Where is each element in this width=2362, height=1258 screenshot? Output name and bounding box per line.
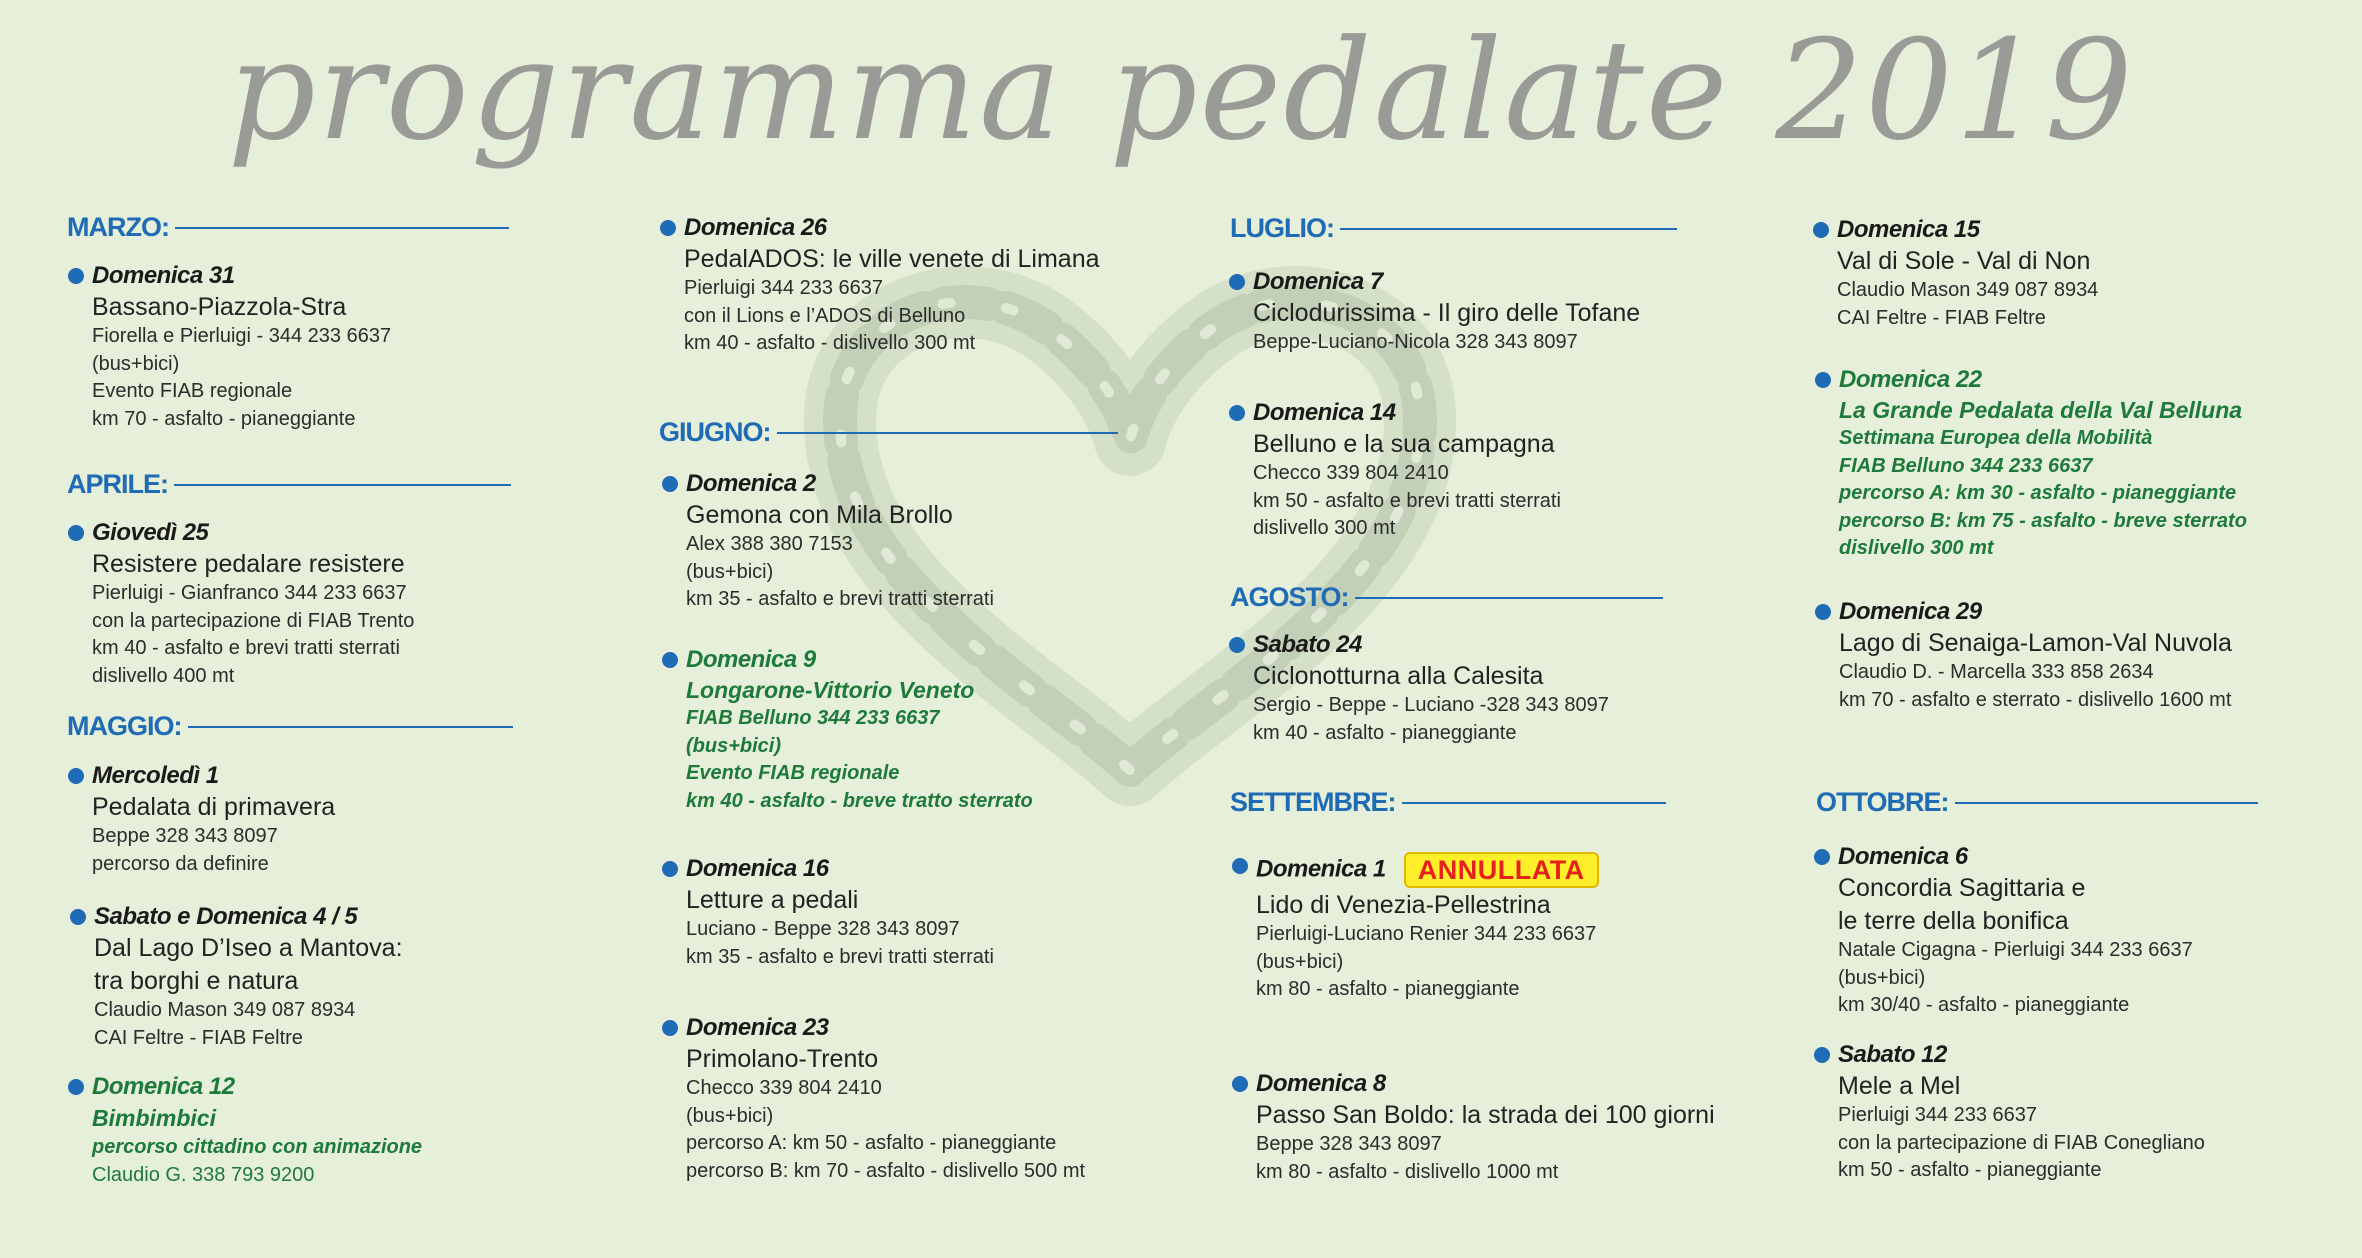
event-title: le terre della bonifica	[1838, 907, 2069, 935]
event-title: Dal Lago D’Iseo a Mantova:	[94, 934, 403, 962]
event-aprile-25	[92, 519, 414, 690]
event-giugno-23	[686, 1014, 1085, 1185]
event-agosto-24	[1253, 631, 1609, 747]
month-label: MARZO:	[67, 212, 169, 242]
event-luglio-14	[1253, 399, 1561, 543]
event-day: Giovedì 25	[92, 519, 414, 547]
event-route: km 50 - asfalto - pianeggiante	[1838, 1159, 2102, 1181]
event-settembre-22	[1839, 366, 2247, 563]
event-contact: Sergio - Beppe - Luciano -328 343 8097	[1253, 694, 1609, 716]
divider	[175, 227, 509, 229]
event-title: Pedalata di primavera	[92, 793, 336, 821]
event-route: km 50 - asfalto e brevi tratti sterrati	[1253, 489, 1561, 512]
event-maggio-1	[92, 762, 335, 878]
divider	[1355, 597, 1663, 599]
event-note: (bus+bici)	[686, 560, 774, 583]
event-elevation: dislivello 300 mt	[1839, 537, 1994, 559]
month-label: OTTOBRE:	[1816, 787, 1949, 817]
event-day: Domenica 6	[1838, 843, 2193, 871]
month-header-maggio	[67, 711, 513, 742]
event-contact: Fiorella e Pierluigi - 344 233 6637	[92, 325, 392, 347]
event-route: km 80 - asfalto - pianeggiante	[1256, 978, 1520, 1000]
event-title: Ciclonotturna alla Calesita	[1253, 662, 1544, 690]
event-title: Belluno e la sua campagna	[1253, 430, 1555, 458]
event-day: Domenica 14	[1253, 399, 1561, 427]
event-route: percorso A: km 30 - asfalto - pianeggiante	[1839, 482, 2237, 504]
event-settembre-8	[1256, 1070, 1715, 1186]
event-title: Val di Sole - Val di Non	[1837, 247, 2091, 275]
event-note: (bus+bici)	[1838, 966, 1926, 989]
event-contact: Luciano - Beppe 328 343 8097	[686, 918, 960, 940]
month-header-luglio	[1230, 213, 1677, 244]
event-title: Bassano-Piazzola-Stra	[92, 293, 347, 321]
event-title: Ciclodurissima - Il giro delle Tofane	[1253, 299, 1641, 327]
event-title: Primolano-Trento	[686, 1045, 879, 1073]
event-note: Evento FIAB regionale	[92, 380, 293, 402]
event-title: La Grande Pedalata della Val Belluna	[1839, 397, 2243, 423]
event-contact: Natale Cigagna - Pierluigi 344 233 6637	[1838, 939, 2193, 961]
event-settembre-15	[1837, 216, 2098, 332]
event-route: km 35 - asfalto e brevi tratti sterrati	[686, 945, 994, 968]
event-day: Sabato 12	[1838, 1041, 2205, 1069]
event-maggio-12	[92, 1073, 422, 1189]
event-contact: Beppe-Luciano-Nicola 328 343 8097	[1253, 331, 1578, 353]
event-title: tra borghi e natura	[94, 967, 299, 995]
event-contact: Checco 339 804 2410	[686, 1077, 882, 1099]
month-label: SETTEMBRE:	[1230, 787, 1396, 817]
event-note: Settimana Europea della Mobilità	[1839, 427, 2153, 449]
event-note: con la partecipazione di FIAB Conegliano	[1838, 1131, 2205, 1154]
event-day: Mercoledì 1	[92, 762, 335, 790]
event-settembre-29	[1839, 598, 2232, 714]
event-note: con la partecipazione di FIAB Trento	[92, 609, 415, 632]
event-contact: FIAB Belluno 344 233 6637	[686, 707, 940, 729]
month-header-giugno	[659, 417, 1118, 448]
event-route: km 70 - asfalto e sterrato - dislivello 1600 mt	[1839, 688, 2232, 711]
event-day: Domenica 2	[686, 470, 994, 498]
month-label: AGOSTO:	[1230, 582, 1349, 612]
event-title: Gemona con Mila Brollo	[686, 501, 953, 529]
event-contact: Pierluigi 344 233 6637	[1838, 1104, 2038, 1126]
event-title: Bimbimbici	[92, 1105, 216, 1131]
event-route: km 40 - asfalto - breve tratto sterrato	[686, 789, 1033, 812]
event-contact: FIAB Belluno 344 233 6637	[1839, 454, 2093, 477]
event-elevation: dislivello 300 mt	[1253, 517, 1396, 539]
event-day: Domenica 26	[684, 214, 1100, 242]
event-contact: Claudio D. - Marcella 333 858 2634	[1839, 661, 2154, 683]
event-title: Lido di Venezia-Pellestrina	[1256, 891, 1551, 919]
page-title: programma pedalate 2019	[227, 10, 2135, 171]
event-day: Domenica 9	[686, 646, 1033, 674]
event-giugno-16	[686, 855, 994, 971]
event-day: Domenica 15	[1837, 216, 2098, 244]
month-header-aprile	[67, 469, 511, 500]
month-label: APRILE:	[67, 469, 168, 499]
divider	[1340, 228, 1677, 230]
event-contact: Pierluigi - Gianfranco 344 233 6637	[92, 582, 407, 604]
event-day: Domenica 31	[92, 262, 391, 290]
event-contact: Claudio Mason 349 087 8934	[1837, 279, 2099, 301]
month-label: MAGGIO:	[67, 711, 182, 741]
event-contact: Alex 388 380 7153	[686, 533, 853, 555]
month-header-ottobre	[1816, 787, 2258, 818]
event-note: con il Lions e l’ADOS di Belluno	[684, 304, 966, 327]
event-settembre-1	[1256, 852, 1599, 1004]
event-route: km 40 - asfalto - pianeggiante	[1253, 721, 1517, 744]
event-contact: Claudio Mason 349 087 8934	[94, 999, 356, 1021]
month-header-settembre	[1230, 787, 1666, 818]
event-maggio-26	[684, 214, 1100, 358]
event-luglio-7	[1253, 268, 1640, 357]
event-contact: Claudio G. 338 793 9200	[92, 1163, 315, 1186]
event-route: km 40 - asfalto e brevi tratti sterrati	[92, 637, 400, 659]
event-ottobre-6	[1838, 843, 2193, 1020]
event-route: percorso B: km 75 - asfalto - breve sterrato	[1839, 509, 2247, 532]
event-route: km 30/40 - asfalto - pianeggiante	[1838, 994, 2130, 1016]
month-header-marzo	[67, 212, 509, 243]
month-header-agosto	[1230, 582, 1663, 613]
event-title: Resistere pedalare resistere	[92, 550, 405, 578]
divider	[777, 432, 1119, 434]
event-note: CAI Feltre - FIAB Feltre	[1837, 306, 2046, 329]
event-day: Domenica 16	[686, 855, 994, 883]
event-day: Domenica 23	[686, 1014, 1085, 1042]
event-title: Lago di Senaiga-Lamon-Val Nuvola	[1839, 629, 2232, 657]
divider	[174, 484, 511, 486]
event-note: percorso da definire	[92, 852, 269, 875]
event-contact: Beppe 328 343 8097	[92, 825, 278, 847]
event-day: Domenica 29	[1839, 598, 2232, 626]
event-contact: Pierluigi 344 233 6637	[684, 277, 884, 299]
event-day: Sabato e Domenica 4 / 5	[94, 903, 403, 931]
event-day: Domenica 7	[1253, 268, 1640, 296]
event-contact: Beppe 328 343 8097	[1256, 1133, 1442, 1155]
event-title: Mele a Mel	[1838, 1072, 1961, 1100]
event-day: Domenica 22	[1839, 366, 2247, 394]
event-note: (bus+bici)	[92, 352, 180, 375]
event-route: percorso A: km 50 - asfalto - pianeggiante	[686, 1132, 1057, 1154]
month-label: GIUGNO:	[659, 417, 771, 447]
event-title: PedalADOS: le ville venete di Limana	[684, 245, 1100, 273]
event-title: Letture a pedali	[686, 886, 859, 914]
event-note: Evento FIAB regionale	[686, 762, 900, 784]
event-route: percorso B: km 70 - asfalto - dislivello 500 mt	[686, 1159, 1086, 1182]
event-note: percorso cittadino con animazione	[92, 1136, 423, 1158]
event-day: Domenica 12	[92, 1073, 422, 1101]
event-day: Sabato 24	[1253, 631, 1609, 659]
event-title: Passo San Boldo: la strada dei 100 giorni	[1256, 1101, 1715, 1129]
event-contact: Checco 339 804 2410	[1253, 462, 1449, 484]
event-day-label: Domenica 1	[1256, 855, 1386, 883]
divider	[188, 726, 514, 728]
cancelled-badge: ANNULLATA	[1404, 852, 1599, 888]
event-contact: Pierluigi-Luciano Renier 344 233 6637	[1256, 923, 1597, 945]
event-day: Domenica 8	[1256, 1070, 1715, 1098]
event-route: km 70 - asfalto - pianeggiante	[92, 407, 356, 430]
event-title: Longarone-Vittorio Veneto	[686, 677, 975, 703]
event-route: km 40 - asfalto - dislivello 300 mt	[684, 332, 976, 354]
event-route: km 80 - asfalto - dislivello 1000 mt	[1256, 1160, 1559, 1183]
event-ottobre-12	[1838, 1041, 2205, 1185]
event-marzo-31	[92, 262, 391, 433]
event-giugno-9	[686, 646, 1033, 815]
event-note: CAI Feltre - FIAB Feltre	[94, 1026, 303, 1049]
event-note: (bus+bici)	[686, 1104, 774, 1127]
event-elevation: dislivello 400 mt	[92, 664, 235, 687]
event-day	[1256, 852, 1599, 888]
event-note: (bus+bici)	[686, 734, 782, 757]
event-note: (bus+bici)	[1256, 950, 1344, 973]
event-route: km 35 - asfalto e brevi tratti sterrati	[686, 588, 994, 610]
divider	[1402, 802, 1667, 804]
event-title: Concordia Sagittaria e	[1838, 874, 2086, 902]
divider	[1955, 802, 2259, 804]
event-maggio-4-5	[94, 903, 403, 1052]
month-label: LUGLIO:	[1230, 213, 1334, 243]
event-giugno-2	[686, 470, 994, 614]
